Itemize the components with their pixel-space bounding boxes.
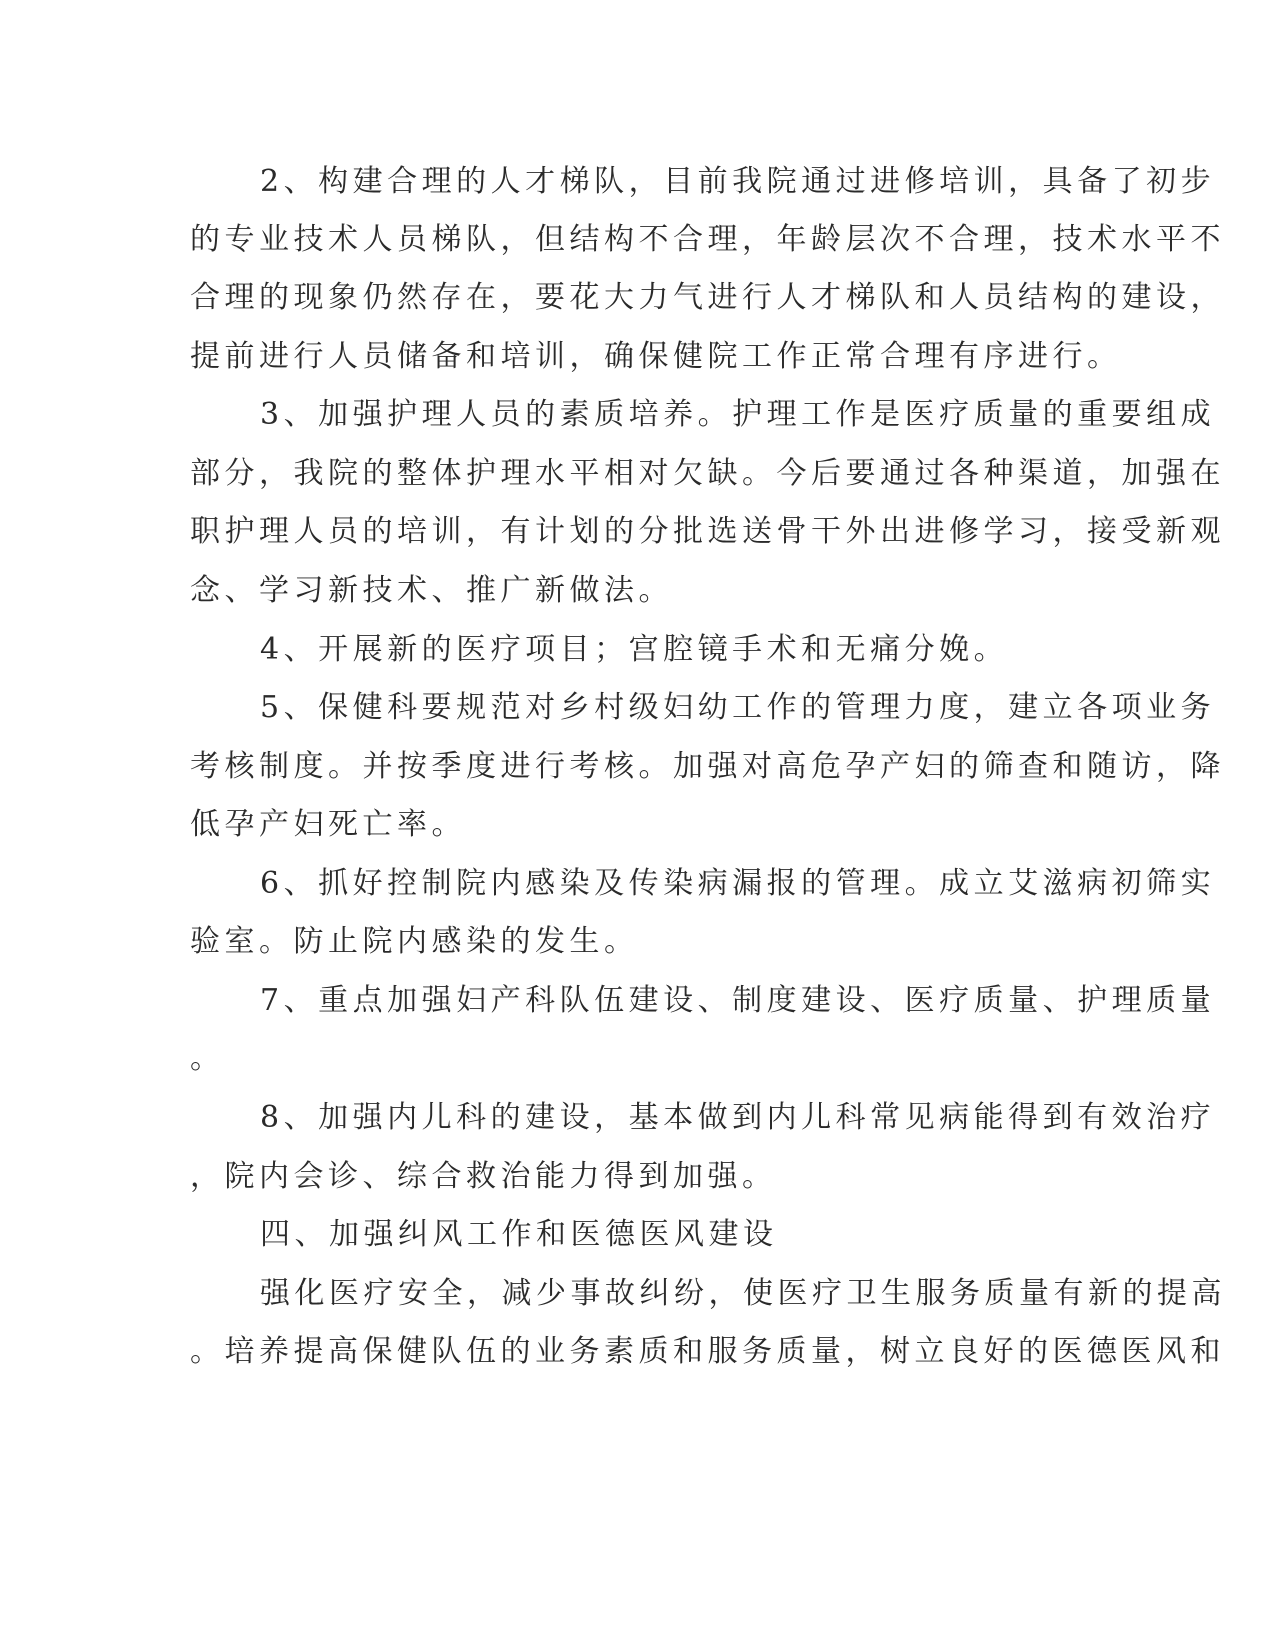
section-heading: 四、加强纠风工作和医德医风建设	[260, 1217, 778, 1252]
text-line: 4、开展新的医疗项目；宫腔镜手术和无痛分娩。	[260, 632, 1009, 667]
text-line: 3、加强护理人员的素质培养。护理工作是医疗质量的重要组成	[260, 397, 1216, 432]
text-line: 考核制度。并按季度进行考核。加强对高危孕产妇的筛查和随访，降	[190, 749, 1225, 784]
text-line: 合理的现象仍然存在，要花大力气进行人才梯队和人员结构的建设，	[190, 280, 1225, 315]
text-line: 低孕产妇死亡率。	[190, 807, 466, 842]
text-line: 。培养提高保健队伍的业务素质和服务质量，树立良好的医德医风和	[190, 1334, 1225, 1369]
text-line: 念、学习新技术、推广新做法。	[190, 573, 673, 608]
text-line: 2、构建合理的人才梯队，目前我院通过进修培训，具备了初步	[260, 164, 1216, 199]
text-line: 7、重点加强妇产科队伍建设、制度建设、医疗质量、护理质量	[260, 983, 1216, 1018]
text-line: 验室。防止院内感染的发生。	[190, 924, 639, 959]
text-line: 6、抓好控制院内感染及传染病漏报的管理。成立艾滋病初筛实	[260, 866, 1216, 901]
text-line: 强化医疗安全，减少事故纠纷，使医疗卫生服务质量有新的提高	[260, 1276, 1226, 1311]
text-line: 8、加强内儿科的建设，基本做到内儿科常见病能得到有效治疗	[260, 1100, 1216, 1135]
text-line: 职护理人员的培训，有计划的分批选送骨干外出进修学习，接受新观	[190, 514, 1225, 549]
text-line: 提前进行人员储备和培训，确保健院工作正常合理有序进行。	[190, 339, 1122, 374]
text-line: 部分，我院的整体护理水平相对欠缺。今后要通过各种渠道，加强在	[190, 456, 1225, 491]
text-line: 。	[190, 1041, 225, 1076]
text-line: 5、保健科要规范对乡村级妇幼工作的管理力度，建立各项业务	[260, 690, 1216, 725]
text-line: ，院内会诊、综合救治能力得到加强。	[190, 1159, 777, 1194]
text-line: 的专业技术人员梯队，但结构不合理，年龄层次不合理，技术水平不	[190, 222, 1225, 257]
